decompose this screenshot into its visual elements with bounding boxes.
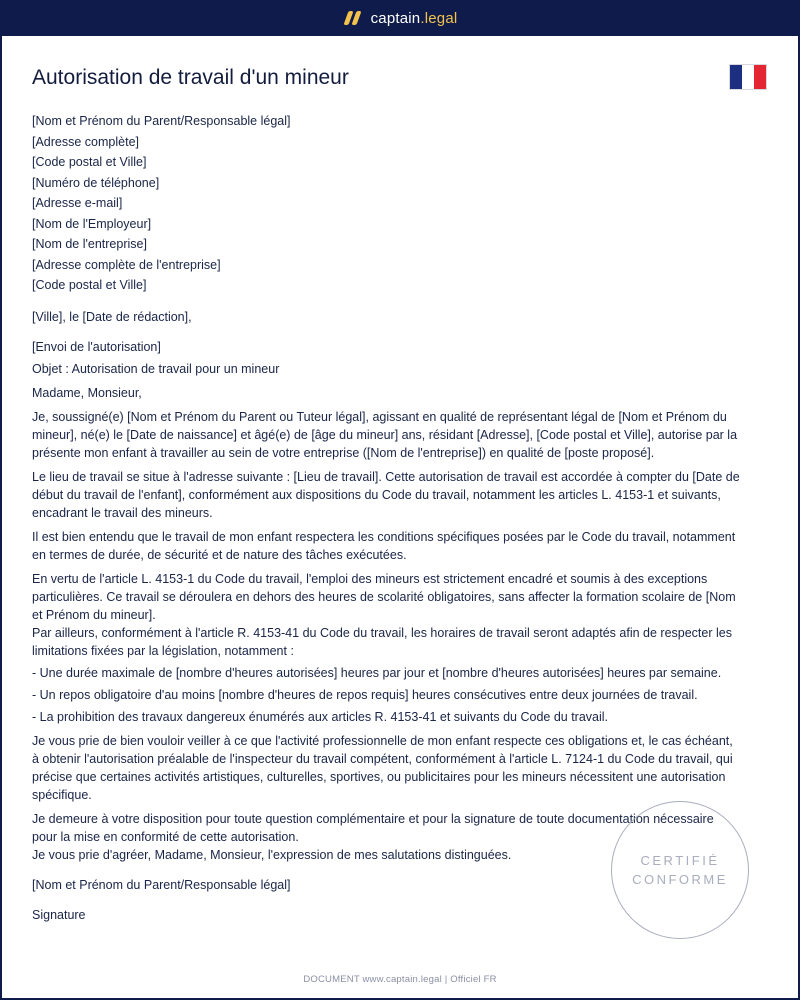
list-item: - Une durée maximale de [nombre d'heures autorisées] heures par jour et [nombre d'heures autorisées] heures par semaine.: [32, 665, 722, 680]
brand-name: captain.legal: [370, 9, 458, 27]
document-page: [2, 36, 798, 998]
paragraph: En vertu de l'article L. 4153-1 du Code du travail, l'emploi des mineurs est strictement encadré et soumis à des exceptions particulières. Ce travail se déroulera en dehors des heures de scolarité obligatoires, sans affecter la formation scolaire de [Nom et Prénom du mineur].: [32, 571, 736, 622]
signature-label: Signature: [32, 907, 86, 922]
signature-name: [Nom et Prénom du Parent/Responsable légal]: [32, 877, 291, 892]
paragraph: Le lieu de travail se situe à l'adresse suivante : [Lieu de travail]. Cette autorisation de travail est accordée à compter du [Date de début du travail de l'enfant], conformément aux dispositions du Code du travail, notamment les articles L. 4153-1 et suivants, encadrant le travail des mineurs.: [32, 469, 740, 520]
address-line: [Code postal et Ville]: [32, 155, 147, 169]
paragraph: Par ailleurs, conformément à l'article R. 4153-41 du Code du travail, les horaires de travail seront adaptés afin de respecter les limitations fixées par la législation, notamment :: [32, 625, 732, 658]
stamp-line: CONFORME: [632, 872, 728, 887]
envoi-line: [Envoi de l'autorisation]: [32, 339, 161, 354]
document-title: Autorisation de travail d'un mineur: [32, 66, 349, 89]
address-line: [Adresse e-mail]: [32, 196, 123, 210]
brand-mark-icon: [343, 10, 363, 26]
paragraph: Il est bien entendu que le travail de mon enfant respectera les conditions spécifiques posées par le Code du travail, notamment en termes de durée, de sécurité et de nature des tâches exécutées.: [32, 529, 736, 562]
address-line: [Numéro de téléphone]: [32, 175, 160, 190]
address-line: [Nom et Prénom du Parent/Responsable légal]: [32, 114, 291, 128]
address-line: [Nom de l'Employeur]: [32, 216, 152, 231]
list-item: - La prohibition des travaux dangereux énumérés aux articles R. 4153-41 et suivants du Code du travail.: [32, 709, 609, 724]
french-flag-icon: [729, 64, 767, 90]
document-body: [32, 111, 742, 924]
top-bar: [0, 0, 800, 36]
address-line: [Adresse complète de l'entreprise]: [32, 257, 221, 272]
closing-line: Je vous prie d'agréer, Madame, Monsieur, l'expression de mes salutations distinguées.: [32, 847, 512, 862]
stamp-line: CERTIFIÉ: [640, 853, 720, 868]
page-footer: DOCUMENT www.captain.legal | Officiel FR: [303, 974, 497, 985]
paragraph: Je vous prie de bien vouloir veiller à ce que l'activité professionnelle de mon enfant respecte ces obligations et, le cas échéant, à obtenir l'autorisation préalable de l'inspecteur du travail compétent, conformément à l'article L. 7124-1 du Code du travail, qui précise que certaines activités artistiques, culturelles, sportives, ou publicitaires pour les mineurs nécessitent une autorisation spécifique.: [32, 733, 733, 802]
address-line: [Adresse complète]: [32, 134, 139, 149]
address-line: [Nom de l'entreprise]: [32, 237, 147, 251]
paragraph: Je demeure à votre disposition pour toute question complémentaire et pour la signature de toute documentation nécessaire pour la mise en conformité de cette autorisation.: [32, 811, 714, 844]
objet-line: Objet : Autorisation de travail pour un mineur: [32, 361, 280, 376]
certified-stamp: [611, 801, 749, 939]
brand-logo[interactable]: [343, 10, 458, 27]
salutation: Madame, Monsieur,: [32, 385, 142, 400]
date-line: [Ville], le [Date de rédaction],: [32, 309, 192, 324]
address-line: [Code postal et Ville]: [32, 278, 147, 292]
list-item: - Un repos obligatoire d'au moins [nombre d'heures de repos requis] heures consécutives entre deux journées de travail.: [32, 687, 698, 702]
paragraph: Je, soussigné(e) [Nom et Prénom du Parent ou Tuteur légal], agissant en qualité de représentant légal de [Nom et Prénom du mineur], né(e) le [Date de naissance] et âgé(e) de [âge du mineur] ans, résidant [Adresse], [Code postal et Ville], autorise par la présente mon enfant à travailler au sein de votre entreprise ([Nom de l'entreprise]) en qualité de [poste proposé].: [32, 409, 738, 460]
address-block: [32, 111, 742, 296]
